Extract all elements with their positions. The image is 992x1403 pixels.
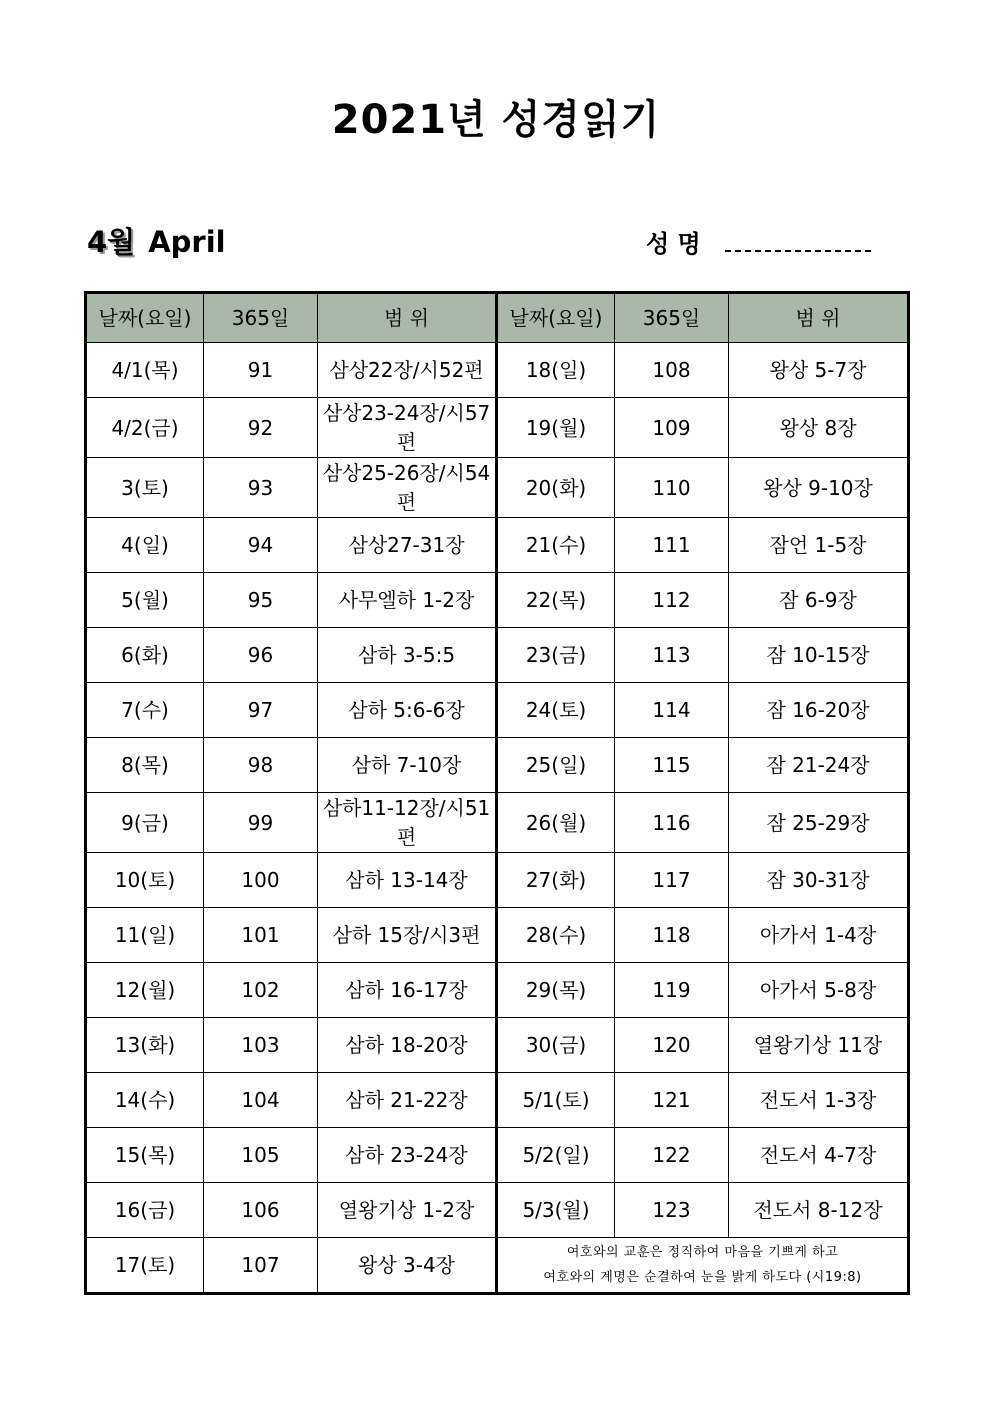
header-row bbox=[86, 293, 909, 343]
header-day-number: 365일 bbox=[615, 293, 729, 343]
month-heading bbox=[86, 220, 226, 261]
range-cell: 전도서 4-7장 bbox=[729, 1128, 909, 1183]
table-row bbox=[86, 1073, 909, 1128]
header-date: 날짜(요일) bbox=[86, 293, 204, 343]
date-cell: 20(화) bbox=[497, 458, 615, 518]
range-cell: 잠 16-20장 bbox=[729, 683, 909, 738]
day-number-cell: 91 bbox=[204, 343, 318, 398]
name-label: 성 명 bbox=[646, 230, 701, 258]
day-number-cell: 99 bbox=[204, 793, 318, 853]
day-number-cell: 118 bbox=[615, 908, 729, 963]
day-number-cell: 101 bbox=[204, 908, 318, 963]
day-number-cell: 103 bbox=[204, 1018, 318, 1073]
date-cell: 6(화) bbox=[86, 628, 204, 683]
verse-cell bbox=[497, 1238, 909, 1294]
table-row bbox=[86, 1238, 909, 1294]
range-cell: 삼하 23-24장 bbox=[318, 1128, 497, 1183]
date-cell: 12(월) bbox=[86, 963, 204, 1018]
date-cell: 23(금) bbox=[497, 628, 615, 683]
verse-line-2: 여호와의 계명은 순결하여 눈을 밝게 하도다 (시19:8) bbox=[543, 1270, 862, 1285]
range-cell: 열왕기상 11장 bbox=[729, 1018, 909, 1073]
range-cell: 삼하11-12장/시51편 bbox=[318, 793, 497, 853]
table-row bbox=[86, 1128, 909, 1183]
range-cell: 아가서 5-8장 bbox=[729, 963, 909, 1018]
day-number-cell: 111 bbox=[615, 518, 729, 573]
reading-plan-table bbox=[84, 291, 910, 1295]
date-cell: 18(일) bbox=[497, 343, 615, 398]
range-cell: 사무엘하 1-2장 bbox=[318, 573, 497, 628]
day-number-cell: 95 bbox=[204, 573, 318, 628]
table-row bbox=[86, 343, 909, 398]
table-row bbox=[86, 518, 909, 573]
date-cell: 22(목) bbox=[497, 573, 615, 628]
table-row bbox=[86, 738, 909, 793]
range-cell: 삼하 13-14장 bbox=[318, 853, 497, 908]
day-number-cell: 121 bbox=[615, 1073, 729, 1128]
month-number: 4월 bbox=[87, 225, 136, 259]
table-row bbox=[86, 853, 909, 908]
range-cell: 삼상27-31장 bbox=[318, 518, 497, 573]
date-cell: 4(일) bbox=[86, 518, 204, 573]
range-cell: 삼상22장/시52편 bbox=[318, 343, 497, 398]
date-cell: 5/1(토) bbox=[497, 1073, 615, 1128]
table-row bbox=[86, 793, 909, 853]
range-cell: 삼하 21-22장 bbox=[318, 1073, 497, 1128]
date-cell: 13(화) bbox=[86, 1018, 204, 1073]
day-number-cell: 107 bbox=[204, 1238, 318, 1294]
day-number-cell: 116 bbox=[615, 793, 729, 853]
day-number-cell: 102 bbox=[204, 963, 318, 1018]
day-number-cell: 106 bbox=[204, 1183, 318, 1238]
date-cell: 7(수) bbox=[86, 683, 204, 738]
range-cell: 전도서 8-12장 bbox=[729, 1183, 909, 1238]
date-cell: 5/2(일) bbox=[497, 1128, 615, 1183]
range-cell: 삼하 7-10장 bbox=[318, 738, 497, 793]
date-cell: 4/2(금) bbox=[86, 398, 204, 458]
day-number-cell: 100 bbox=[204, 853, 318, 908]
day-number-cell: 123 bbox=[615, 1183, 729, 1238]
header-range: 범 위 bbox=[318, 293, 497, 343]
date-cell: 3(토) bbox=[86, 458, 204, 518]
table-row bbox=[86, 573, 909, 628]
day-number-cell: 112 bbox=[615, 573, 729, 628]
day-number-cell: 109 bbox=[615, 398, 729, 458]
date-cell: 16(금) bbox=[86, 1183, 204, 1238]
date-cell: 14(수) bbox=[86, 1073, 204, 1128]
range-cell: 열왕기상 1-2장 bbox=[318, 1183, 497, 1238]
day-number-cell: 115 bbox=[615, 738, 729, 793]
range-cell: 잠 25-29장 bbox=[729, 793, 909, 853]
range-cell: 삼하 16-17장 bbox=[318, 963, 497, 1018]
date-cell: 17(토) bbox=[86, 1238, 204, 1294]
range-cell: 삼하 18-20장 bbox=[318, 1018, 497, 1073]
date-cell: 5/3(월) bbox=[497, 1183, 615, 1238]
day-number-cell: 94 bbox=[204, 518, 318, 573]
day-number-cell: 98 bbox=[204, 738, 318, 793]
date-cell: 30(금) bbox=[497, 1018, 615, 1073]
range-cell: 아가서 1-4장 bbox=[729, 908, 909, 963]
date-cell: 8(목) bbox=[86, 738, 204, 793]
day-number-cell: 120 bbox=[615, 1018, 729, 1073]
date-cell: 4/1(목) bbox=[86, 343, 204, 398]
date-cell: 27(화) bbox=[497, 853, 615, 908]
header-range: 범 위 bbox=[729, 293, 909, 343]
verse-line-1: 여호와의 교훈은 정직하여 마음을 기쁘게 하고 bbox=[566, 1245, 839, 1260]
range-cell: 왕상 5-7장 bbox=[729, 343, 909, 398]
range-cell: 왕상 3-4장 bbox=[318, 1238, 497, 1294]
range-cell: 왕상 8장 bbox=[729, 398, 909, 458]
day-number-cell: 110 bbox=[615, 458, 729, 518]
day-number-cell: 104 bbox=[204, 1073, 318, 1128]
date-cell: 24(토) bbox=[497, 683, 615, 738]
date-cell: 15(목) bbox=[86, 1128, 204, 1183]
date-cell: 10(토) bbox=[86, 853, 204, 908]
range-cell: 잠 30-31장 bbox=[729, 853, 909, 908]
range-cell: 잠 10-15장 bbox=[729, 628, 909, 683]
day-number-cell: 122 bbox=[615, 1128, 729, 1183]
day-number-cell: 92 bbox=[204, 398, 318, 458]
date-cell: 21(수) bbox=[497, 518, 615, 573]
table-row bbox=[86, 458, 909, 518]
date-cell: 5(월) bbox=[86, 573, 204, 628]
date-cell: 28(수) bbox=[497, 908, 615, 963]
range-cell: 삼하 3-5:5 bbox=[318, 628, 497, 683]
day-number-cell: 117 bbox=[615, 853, 729, 908]
table-row bbox=[86, 1018, 909, 1073]
date-cell: 26(월) bbox=[497, 793, 615, 853]
table-row bbox=[86, 628, 909, 683]
day-number-cell: 97 bbox=[204, 683, 318, 738]
header-day-number: 365일 bbox=[204, 293, 318, 343]
name-blank-line[interactable] bbox=[725, 234, 871, 252]
range-cell: 왕상 9-10장 bbox=[729, 458, 909, 518]
table-row bbox=[86, 398, 909, 458]
range-cell: 전도서 1-3장 bbox=[729, 1073, 909, 1128]
range-cell: 잠 21-24장 bbox=[729, 738, 909, 793]
day-number-cell: 105 bbox=[204, 1128, 318, 1183]
date-cell: 19(월) bbox=[497, 398, 615, 458]
date-cell: 25(일) bbox=[497, 738, 615, 793]
table-row bbox=[86, 683, 909, 738]
day-number-cell: 96 bbox=[204, 628, 318, 683]
table-row bbox=[86, 908, 909, 963]
day-number-cell: 119 bbox=[615, 963, 729, 1018]
range-cell: 삼상25-26장/시54편 bbox=[318, 458, 497, 518]
table-row bbox=[86, 1183, 909, 1238]
day-number-cell: 113 bbox=[615, 628, 729, 683]
date-cell: 29(목) bbox=[497, 963, 615, 1018]
range-cell: 잠언 1-5장 bbox=[729, 518, 909, 573]
day-number-cell: 93 bbox=[204, 458, 318, 518]
range-cell: 삼하 5:6-6장 bbox=[318, 683, 497, 738]
range-cell: 삼하 15장/시3편 bbox=[318, 908, 497, 963]
header-date: 날짜(요일) bbox=[497, 293, 615, 343]
date-cell: 9(금) bbox=[86, 793, 204, 853]
page-title: 2021년 성경읽기 bbox=[331, 97, 661, 143]
day-number-cell: 114 bbox=[615, 683, 729, 738]
day-number-cell: 108 bbox=[615, 343, 729, 398]
month-english: April bbox=[148, 225, 226, 259]
name-field bbox=[646, 224, 871, 259]
range-cell: 잠 6-9장 bbox=[729, 573, 909, 628]
range-cell: 삼상23-24장/시57편 bbox=[318, 398, 497, 458]
table-row bbox=[86, 963, 909, 1018]
date-cell: 11(일) bbox=[86, 908, 204, 963]
